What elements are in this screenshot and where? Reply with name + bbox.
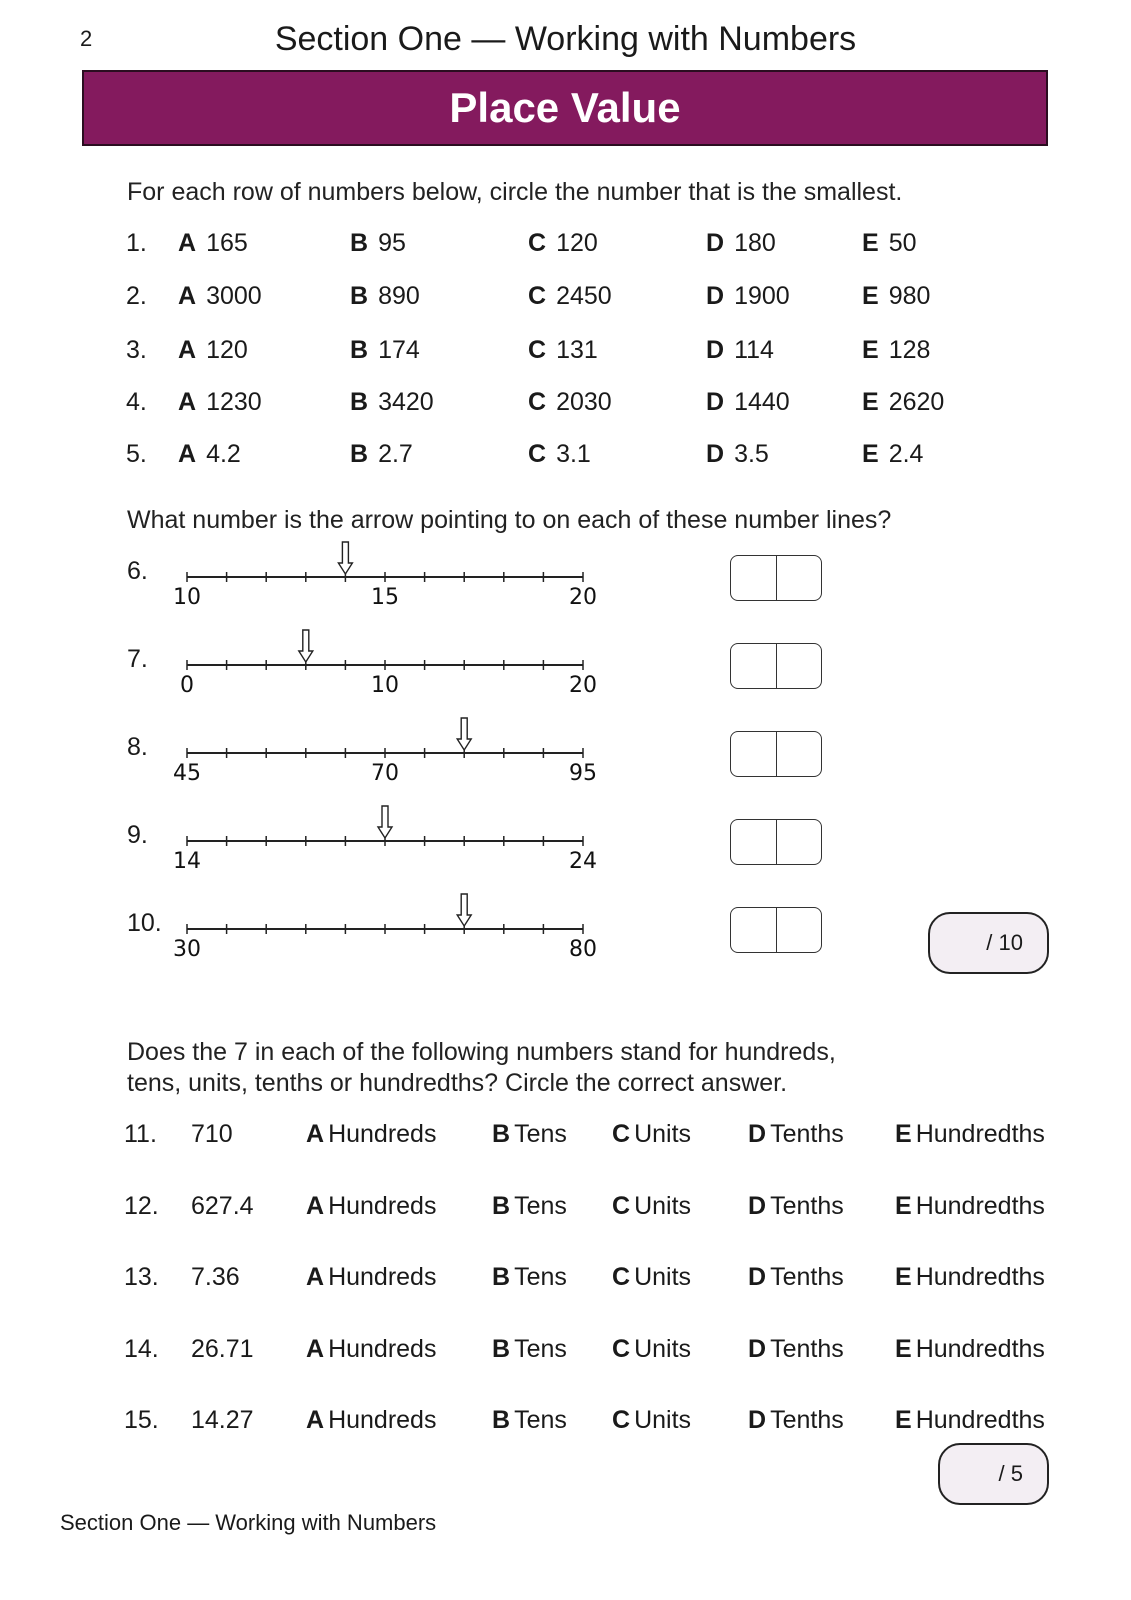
question-number: 2. [126, 282, 147, 310]
option-label: Tens [514, 1406, 567, 1434]
question-number: 5. [126, 440, 147, 468]
tick-label: 45 [173, 761, 201, 786]
option-letter: E [862, 388, 879, 416]
option-value: 180 [734, 229, 776, 257]
option-letter: D [706, 336, 725, 364]
tick-label: 14 [173, 849, 201, 874]
option-label: Tenths [770, 1192, 844, 1220]
question-number: 12. [124, 1192, 159, 1220]
option-label: Tenths [770, 1335, 844, 1363]
answer-option-b[interactable] [350, 282, 420, 311]
answer-option-b[interactable] [492, 1335, 567, 1364]
answer-option-e[interactable] [862, 388, 944, 417]
option-value: 3.5 [734, 440, 769, 468]
option-value: 128 [888, 336, 931, 364]
answer-option-a[interactable] [178, 388, 262, 417]
option-value: 2450 [556, 282, 612, 310]
option-value: 1900 [734, 282, 790, 310]
tick-label: 10 [371, 673, 399, 698]
answer-option-d[interactable] [706, 282, 790, 311]
tick-label: 80 [569, 937, 597, 962]
option-value: 165 [206, 229, 248, 257]
answer-option-d[interactable] [706, 229, 776, 258]
answer-option-c[interactable] [528, 229, 598, 258]
option-value: 50 [888, 229, 917, 257]
option-label: Units [634, 1406, 692, 1434]
answer-digit-cell[interactable] [776, 908, 822, 952]
answer-option-b[interactable] [492, 1263, 567, 1292]
option-letter: C [612, 1406, 631, 1434]
question-number: 9. [127, 821, 148, 849]
option-value: 120 [206, 336, 248, 364]
answer-option-d[interactable] [748, 1335, 844, 1364]
question-number: 8. [127, 733, 148, 761]
answer-box[interactable] [730, 819, 822, 865]
answer-option-e[interactable] [895, 1406, 1045, 1435]
tick-label: 95 [569, 761, 597, 786]
part2-instruction: What number is the arrow pointing to on each of these number lines? [127, 506, 892, 534]
answer-option-d[interactable] [748, 1406, 844, 1435]
tick-label: 24 [569, 849, 597, 874]
answer-digit-cell[interactable] [776, 644, 822, 688]
option-label: Hundredths [915, 1335, 1045, 1363]
option-label: Tenths [770, 1406, 844, 1434]
option-letter: D [748, 1406, 767, 1434]
option-letter: B [350, 229, 369, 257]
part3-instruction-line1: Does the 7 in each of the following numbers stand for hundreds, [127, 1038, 836, 1066]
part3-instruction-line2: tens, units, tenths or hundredths? Circle the correct answer. [127, 1069, 788, 1097]
tick-label: 30 [173, 937, 201, 962]
option-value: 4.2 [206, 440, 241, 468]
option-letter: B [350, 440, 369, 468]
answer-option-e[interactable] [862, 336, 930, 365]
question-number: 10. [127, 909, 162, 937]
question-value: 26.71 [191, 1335, 254, 1363]
pointer-arrow-icon [378, 806, 392, 838]
part1-instruction: For each row of numbers below, circle the number that is the smallest. [127, 178, 903, 206]
tick-label: 20 [569, 585, 597, 610]
answer-box[interactable] [730, 731, 822, 777]
answer-option-a[interactable] [306, 1192, 436, 1221]
score-box-part3 [938, 1443, 1049, 1505]
option-letter: E [862, 440, 879, 468]
question-number: 11. [124, 1120, 157, 1148]
option-letter: A [178, 336, 197, 364]
option-value: 114 [734, 336, 774, 364]
answer-option-d[interactable] [748, 1120, 844, 1149]
option-letter: E [895, 1120, 912, 1148]
answer-digit-cell[interactable] [731, 820, 776, 864]
option-value: 1230 [206, 388, 262, 416]
answer-digit-cell[interactable] [731, 556, 776, 600]
answer-digit-cell[interactable] [731, 908, 776, 952]
option-letter: A [178, 229, 197, 257]
answer-option-a[interactable] [306, 1335, 436, 1364]
answer-digit-cell[interactable] [731, 732, 776, 776]
answer-option-a[interactable] [306, 1263, 436, 1292]
option-letter: B [350, 336, 369, 364]
option-label: Units [634, 1335, 692, 1363]
answer-option-e[interactable] [895, 1192, 1045, 1221]
score-text: / 10 [986, 930, 1023, 955]
option-letter: D [748, 1192, 767, 1220]
question-number: 7. [127, 645, 148, 673]
page-number: 2 [80, 26, 93, 51]
page-title: Place Value [449, 84, 681, 131]
option-letter: E [895, 1263, 912, 1291]
pointer-arrow-icon [299, 630, 313, 662]
answer-option-e[interactable] [862, 229, 917, 258]
section-title: Section One — Working with Numbers [274, 20, 857, 58]
option-letter: E [895, 1335, 912, 1363]
option-value: 2030 [556, 388, 612, 416]
answer-option-d[interactable] [748, 1263, 844, 1292]
option-letter: C [528, 336, 547, 364]
option-label: Tens [514, 1335, 567, 1363]
score-box-part2 [928, 912, 1049, 974]
answer-option-c[interactable] [612, 1120, 691, 1149]
option-letter: B [492, 1335, 511, 1363]
option-label: Tens [514, 1192, 567, 1220]
number-line [170, 884, 630, 964]
option-label: Units [634, 1120, 692, 1148]
option-letter: C [612, 1120, 631, 1148]
question-number: 15. [124, 1406, 159, 1434]
answer-digit-cell[interactable] [776, 556, 822, 600]
option-label: Hundredths [915, 1406, 1045, 1434]
answer-digit-cell[interactable] [731, 644, 776, 688]
answer-box[interactable] [730, 907, 822, 953]
option-label: Hundredths [915, 1192, 1045, 1220]
option-letter: A [178, 282, 197, 310]
option-letter: D [706, 229, 725, 257]
answer-option-b[interactable] [492, 1192, 567, 1221]
answer-option-e[interactable] [895, 1335, 1045, 1364]
answer-option-e[interactable] [862, 440, 923, 469]
answer-option-d[interactable] [706, 336, 774, 365]
option-letter: C [612, 1263, 631, 1291]
option-letter: D [706, 440, 725, 468]
number-line [170, 796, 630, 876]
option-value: 2.4 [888, 440, 924, 468]
answer-box[interactable] [730, 555, 822, 601]
answer-option-b[interactable] [492, 1120, 567, 1149]
option-letter: D [748, 1263, 767, 1291]
option-letter: D [706, 282, 725, 310]
option-value: 3420 [378, 388, 434, 416]
tick-label: 70 [371, 761, 399, 786]
option-letter: C [528, 388, 547, 416]
option-letter: B [492, 1192, 511, 1220]
pointer-arrow-icon [457, 894, 471, 926]
question-value: 14.27 [191, 1406, 254, 1434]
answer-option-d[interactable] [706, 388, 790, 417]
option-value: 95 [378, 229, 406, 257]
tick-label: 15 [371, 585, 399, 610]
option-letter: A [178, 440, 197, 468]
answer-option-a[interactable] [178, 336, 248, 365]
option-value: 2.7 [378, 440, 413, 468]
tick-label: 10 [173, 585, 201, 610]
option-letter: A [178, 388, 197, 416]
score-text: / 5 [998, 1461, 1023, 1486]
answer-option-e[interactable] [895, 1120, 1045, 1149]
option-letter: D [748, 1335, 767, 1363]
option-letter: C [612, 1335, 631, 1363]
answer-option-c[interactable] [528, 440, 591, 469]
answer-option-c[interactable] [612, 1192, 691, 1221]
answer-option-b[interactable] [350, 440, 413, 469]
answer-option-a[interactable] [306, 1120, 436, 1149]
option-label: Hundreds [328, 1192, 437, 1220]
answer-option-b[interactable] [350, 229, 406, 258]
answer-option-c[interactable] [528, 336, 598, 365]
option-letter: E [862, 336, 879, 364]
option-letter: D [706, 388, 725, 416]
option-label: Tenths [770, 1120, 844, 1148]
question-number: 4. [126, 388, 147, 416]
question-number: 6. [127, 557, 148, 585]
pointer-arrow-icon [338, 542, 352, 574]
option-value: 131 [556, 336, 598, 364]
question-value: 710 [191, 1120, 233, 1148]
tick-label: 20 [569, 673, 597, 698]
answer-option-e[interactable] [862, 282, 930, 311]
answer-option-a[interactable] [178, 440, 241, 469]
answer-option-a[interactable] [178, 282, 262, 311]
answer-option-b[interactable] [350, 336, 420, 365]
option-letter: A [306, 1192, 325, 1220]
page-footer: Section One — Working with Numbers [60, 1510, 437, 1535]
option-label: Hundreds [328, 1120, 437, 1148]
number-line [170, 708, 630, 788]
answer-option-b[interactable] [492, 1406, 567, 1435]
option-value: 890 [378, 282, 420, 310]
question-number: 14. [124, 1335, 159, 1363]
answer-box[interactable] [730, 643, 822, 689]
option-letter: C [528, 440, 547, 468]
option-label: Hundredths [915, 1120, 1045, 1148]
option-letter: B [350, 388, 369, 416]
option-letter: D [748, 1120, 767, 1148]
option-letter: C [612, 1192, 631, 1220]
option-letter: A [306, 1120, 325, 1148]
option-label: Hundreds [328, 1263, 437, 1291]
option-label: Hundreds [328, 1335, 437, 1363]
option-value: 174 [378, 336, 420, 364]
option-label: Hundreds [328, 1406, 437, 1434]
answer-digit-cell[interactable] [776, 732, 822, 776]
option-label: Tens [514, 1263, 567, 1291]
title-banner [82, 70, 1048, 146]
answer-option-a[interactable] [178, 229, 248, 258]
question-number: 1. [126, 229, 147, 257]
option-letter: A [306, 1263, 325, 1291]
option-letter: E [862, 282, 879, 310]
answer-option-e[interactable] [895, 1263, 1045, 1292]
option-value: 2620 [888, 388, 945, 416]
option-letter: C [528, 282, 547, 310]
number-line [170, 532, 630, 612]
pointer-arrow-icon [457, 718, 471, 750]
option-letter: B [492, 1120, 511, 1148]
tick-label: 0 [180, 673, 194, 698]
option-label: Tenths [770, 1263, 844, 1291]
option-letter: E [895, 1406, 912, 1434]
question-number: 3. [126, 336, 147, 364]
answer-option-d[interactable] [706, 440, 769, 469]
answer-option-c[interactable] [612, 1406, 691, 1435]
option-value: 3.1 [556, 440, 591, 468]
answer-digit-cell[interactable] [776, 820, 822, 864]
option-letter: B [492, 1263, 511, 1291]
option-value: 1440 [734, 388, 790, 416]
question-value: 7.36 [191, 1263, 240, 1291]
question-value: 627.4 [191, 1192, 254, 1220]
answer-option-a[interactable] [306, 1406, 436, 1435]
option-letter: E [895, 1192, 912, 1220]
option-value: 120 [556, 229, 598, 257]
option-label: Units [634, 1263, 692, 1291]
option-value: 3000 [206, 282, 262, 310]
option-letter: B [492, 1406, 511, 1434]
option-value: 980 [888, 282, 931, 310]
option-label: Hundredths [915, 1263, 1045, 1291]
option-label: Units [634, 1192, 692, 1220]
option-letter: A [306, 1335, 325, 1363]
question-number: 13. [124, 1263, 159, 1291]
number-line [170, 620, 630, 700]
option-letter: C [528, 229, 547, 257]
answer-option-c[interactable] [612, 1335, 691, 1364]
option-label: Tens [514, 1120, 567, 1148]
option-letter: E [862, 229, 879, 257]
option-letter: A [306, 1406, 325, 1434]
option-letter: B [350, 282, 369, 310]
answer-option-c[interactable] [612, 1263, 691, 1292]
answer-option-c[interactable] [528, 388, 612, 417]
answer-option-d[interactable] [748, 1192, 844, 1221]
answer-option-b[interactable] [350, 388, 434, 417]
answer-option-c[interactable] [528, 282, 612, 311]
